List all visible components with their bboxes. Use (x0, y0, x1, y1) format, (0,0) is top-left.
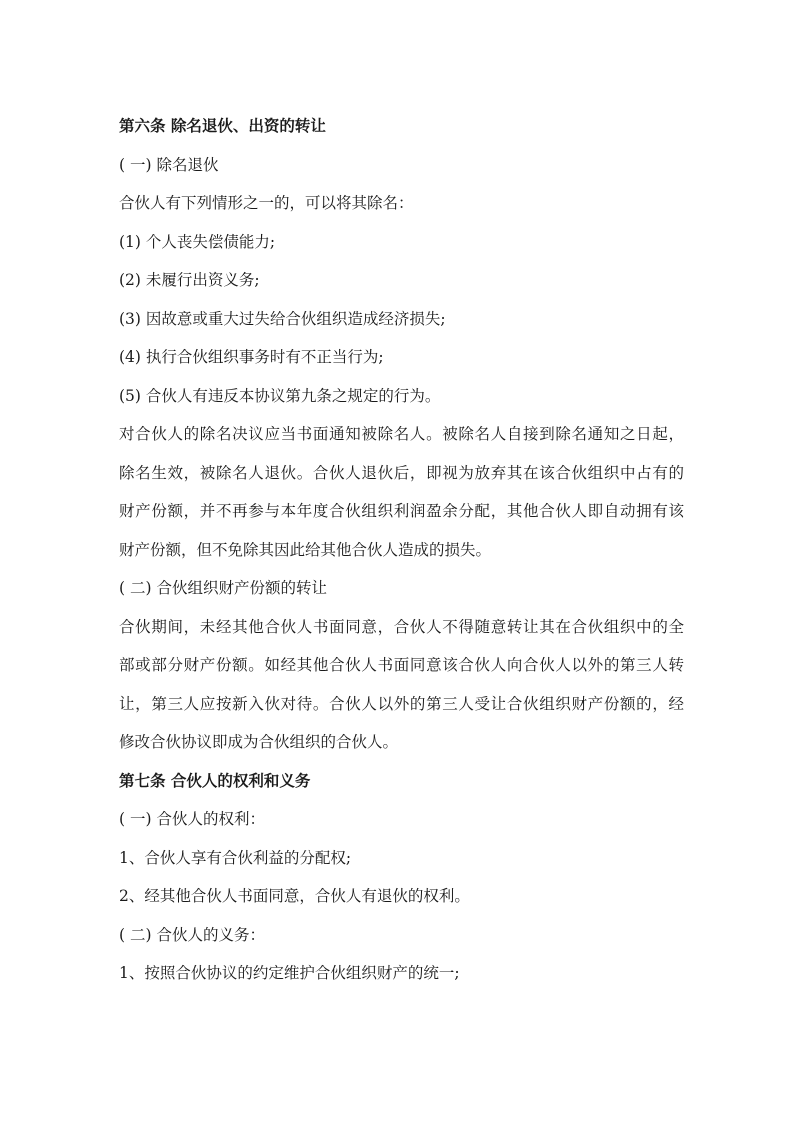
paragraph-line: 合伙人有下列情形之一的，可以将其除名： (119, 194, 414, 212)
paragraph-line: 财产份额，但不免除其因此给其他合伙人造成的损失。 (119, 540, 492, 559)
document-body (119, 107, 684, 993)
list-item: 1、合伙人享有合伙利益的分配权; (119, 848, 352, 867)
section-1-heading: ( 一) 除名退伙 (119, 155, 219, 174)
list-item: (2) 未履行出资义务; (119, 271, 260, 289)
list-item: (3) 因故意或重大过失给合伙组织造成经济损失; (119, 309, 446, 328)
paragraph-line: 修改合伙协议即成为合伙组织的合伙人。 (119, 733, 399, 751)
article-6-heading: 第六条 除名退伙、出资的转让 (119, 117, 326, 135)
list-item: (4) 执行合伙组织事务时有不正当行为; (119, 348, 384, 366)
section-2-heading: ( 二) 合伙组织财产份额的转让 (119, 579, 327, 597)
paragraph-line: 除名生效，被除名人退伙。合伙人退伙后，即视为放弃其在该合伙组织中占有的 (119, 463, 684, 482)
paragraph-line: 部或部分财产份额。如经其他合伙人书面同意该合伙人向合伙人以外的第三人转 (119, 656, 684, 674)
list-item: (5) 合伙人有违反本协议第九条之规定的行为。 (119, 386, 441, 405)
section-duties-heading: ( 二) 合伙人的义务： (119, 925, 265, 944)
section-rights-heading: ( 一) 合伙人的权利： (119, 810, 265, 828)
paragraph-line: 让，第三人应按新入伙对待。合伙人以外的第三人受让合伙组织财产份额的，经 (119, 694, 684, 713)
paragraph-line: 合伙期间，未经其他合伙人书面同意，合伙人不得随意转让其在合伙组织中的全 (119, 617, 684, 636)
paragraph-line: 财产份额，并不再参与本年度合伙组织利润盈余分配，其他合伙人即自动拥有该 (119, 502, 684, 520)
list-item: (1) 个人丧失偿债能力; (119, 232, 276, 251)
paragraph-line: 对合伙人的除名决议应当书面通知被除名人。被除名人自接到除名通知之日起， (119, 425, 684, 443)
list-item: 2、经其他合伙人书面同意，合伙人有退伙的权利。 (119, 887, 470, 905)
article-7-heading: 第七条 合伙人的权利和义务 (119, 771, 311, 790)
list-item: 1、按照合伙协议的约定维护合伙组织财产的统一; (119, 964, 460, 982)
